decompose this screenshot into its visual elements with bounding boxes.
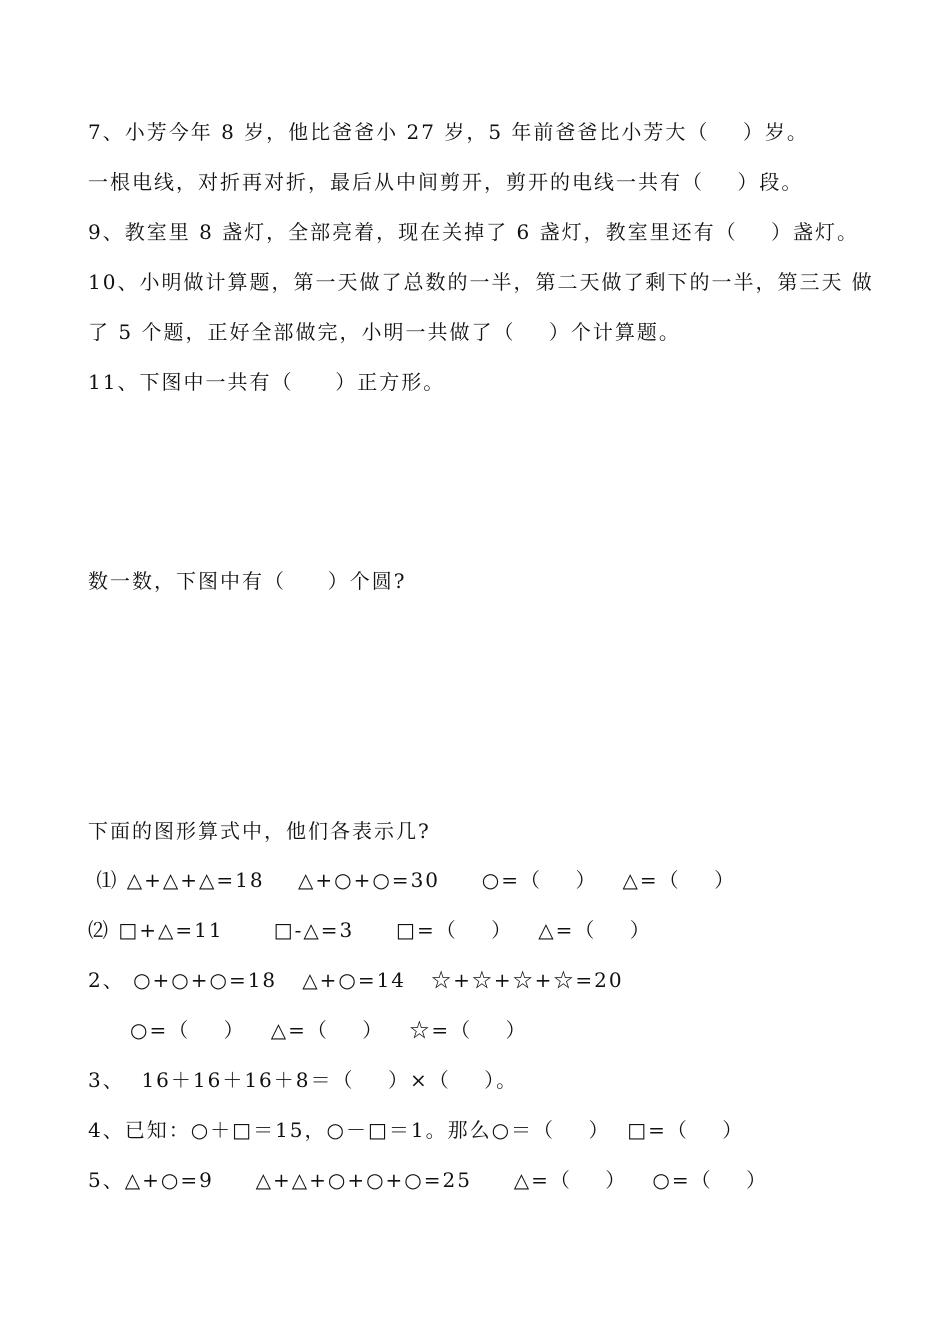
question-11: 11、下图中一共有（ ）正方形。 [88, 370, 446, 394]
shape-equation-5: 4、已知：○＋□＝15，○－□＝1。那么○＝（ ） □=（ ） [88, 1118, 745, 1142]
shape-equation-1: ⑴ △+△+△=18 △+○+○=30 ○=（ ） △=（ ） [88, 868, 737, 892]
shape-equation-4: 3、 16＋16＋16＋8＝（ ）×（ ）。 [88, 1068, 519, 1092]
shape-equations-title: 下面的图形算式中，他们各表示几? [88, 819, 431, 843]
question-7: 7、小芳今年 8 岁，他比爸爸小 27 岁，5 年前爸爸比小芳大（ ）岁。 [88, 120, 809, 144]
question-9: 9、教室里 8 盏灯，全部亮着，现在关掉了 6 盏灯，教室里还有（ ）盏灯。 [88, 220, 860, 244]
question-10-line-2: 了 5 个题，正好全部做完，小明一共做了（ ）个计算题。 [88, 320, 681, 344]
question-count-circles: 数一数，下图中有（ ）个圆? [88, 569, 407, 593]
shape-equation-6: 5、△+○=9 △+△+○+○+○=25 △=（ ） ○=（ ） [88, 1168, 769, 1192]
shape-equation-2: ⑵ □+△=11 □-△=3 □=（ ） △=（ ） [88, 918, 652, 942]
question-10-line-1: 10、小明做计算题，第一天做了总数的一半，第二天做了剩下的一半，第三天 做 [88, 270, 874, 294]
shape-equation-3-answers: ○=（ ） △=（ ） ☆=（ ） [130, 1018, 528, 1042]
shape-equation-3: 2、 ○+○+○=18 △+○=14 ☆+☆+☆+☆=20 [88, 968, 624, 992]
question-8: 一根电线，对折再对折，最后从中间剪开，剪开的电线一共有（ ）段。 [88, 170, 804, 194]
